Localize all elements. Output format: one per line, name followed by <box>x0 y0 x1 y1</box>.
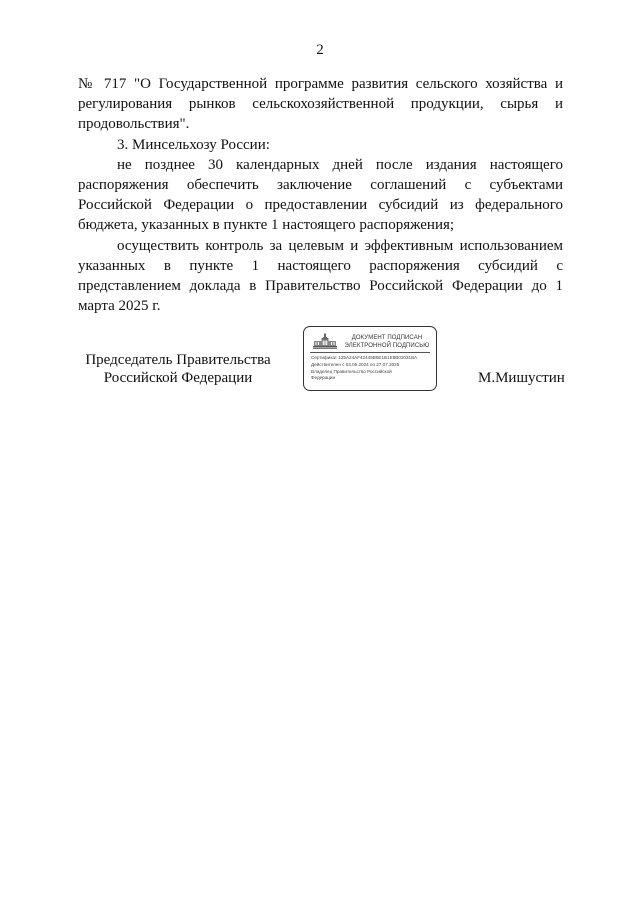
stamp-heading <box>340 335 434 350</box>
paragraph-agreements: не позднее 30 календарных дней после издания настоящего распоряжения обеспечить заключение соглашений с субъектами Российской Федерации о предоставлении субсидий из федерального бюджета, указанных в пункте 1 настоящего распоряжения; <box>78 156 563 234</box>
signer-title-line-1: Председатель Правительства <box>85 352 271 368</box>
stamp-owner-line-2: Федерации <box>311 375 336 381</box>
signer-name: М.Мишустин <box>478 370 565 386</box>
electronic-signature-stamp <box>303 326 437 391</box>
stamp-divider <box>310 352 430 353</box>
signer-title <box>78 351 278 387</box>
stamp-certificate: Сертификат 125А24АF42445В6Е1В1Е8В02031ВА <box>311 355 418 360</box>
stamp-details <box>311 355 435 382</box>
paragraph-clause-3: 3. Минсельхозу России: <box>117 136 270 153</box>
signer-title-line-2: Российской Федерации <box>103 370 253 386</box>
paragraph-control: осуществить контроль за целевым и эффективным использованием указанных в пункте 1 настоящего распоряжения субсидий с представлением доклада в Правительство Российской Федерации до 1 марта 2025 г. <box>78 237 563 315</box>
government-building-icon <box>313 333 337 351</box>
stamp-heading-line-1: ДОКУМЕНТ ПОДПИСАН <box>351 335 423 341</box>
stamp-validity: Действителен с 03.05.2024 по 27.07.2025 <box>311 361 400 367</box>
page-number: 2 <box>316 42 324 58</box>
document-body <box>78 74 563 316</box>
stamp-heading-line-2: ЭЛЕКТРОННОЙ ПОДПИСЬЮ <box>344 342 430 349</box>
stamp-owner-line-1: Владелец Правительство Российской <box>311 368 392 374</box>
paragraph-continuation: № 717 "О Государственной программе развития сельского хозяйства и регулирования рынков сельскохозяйственной продукции, сырья и продовольствия". <box>78 76 563 133</box>
